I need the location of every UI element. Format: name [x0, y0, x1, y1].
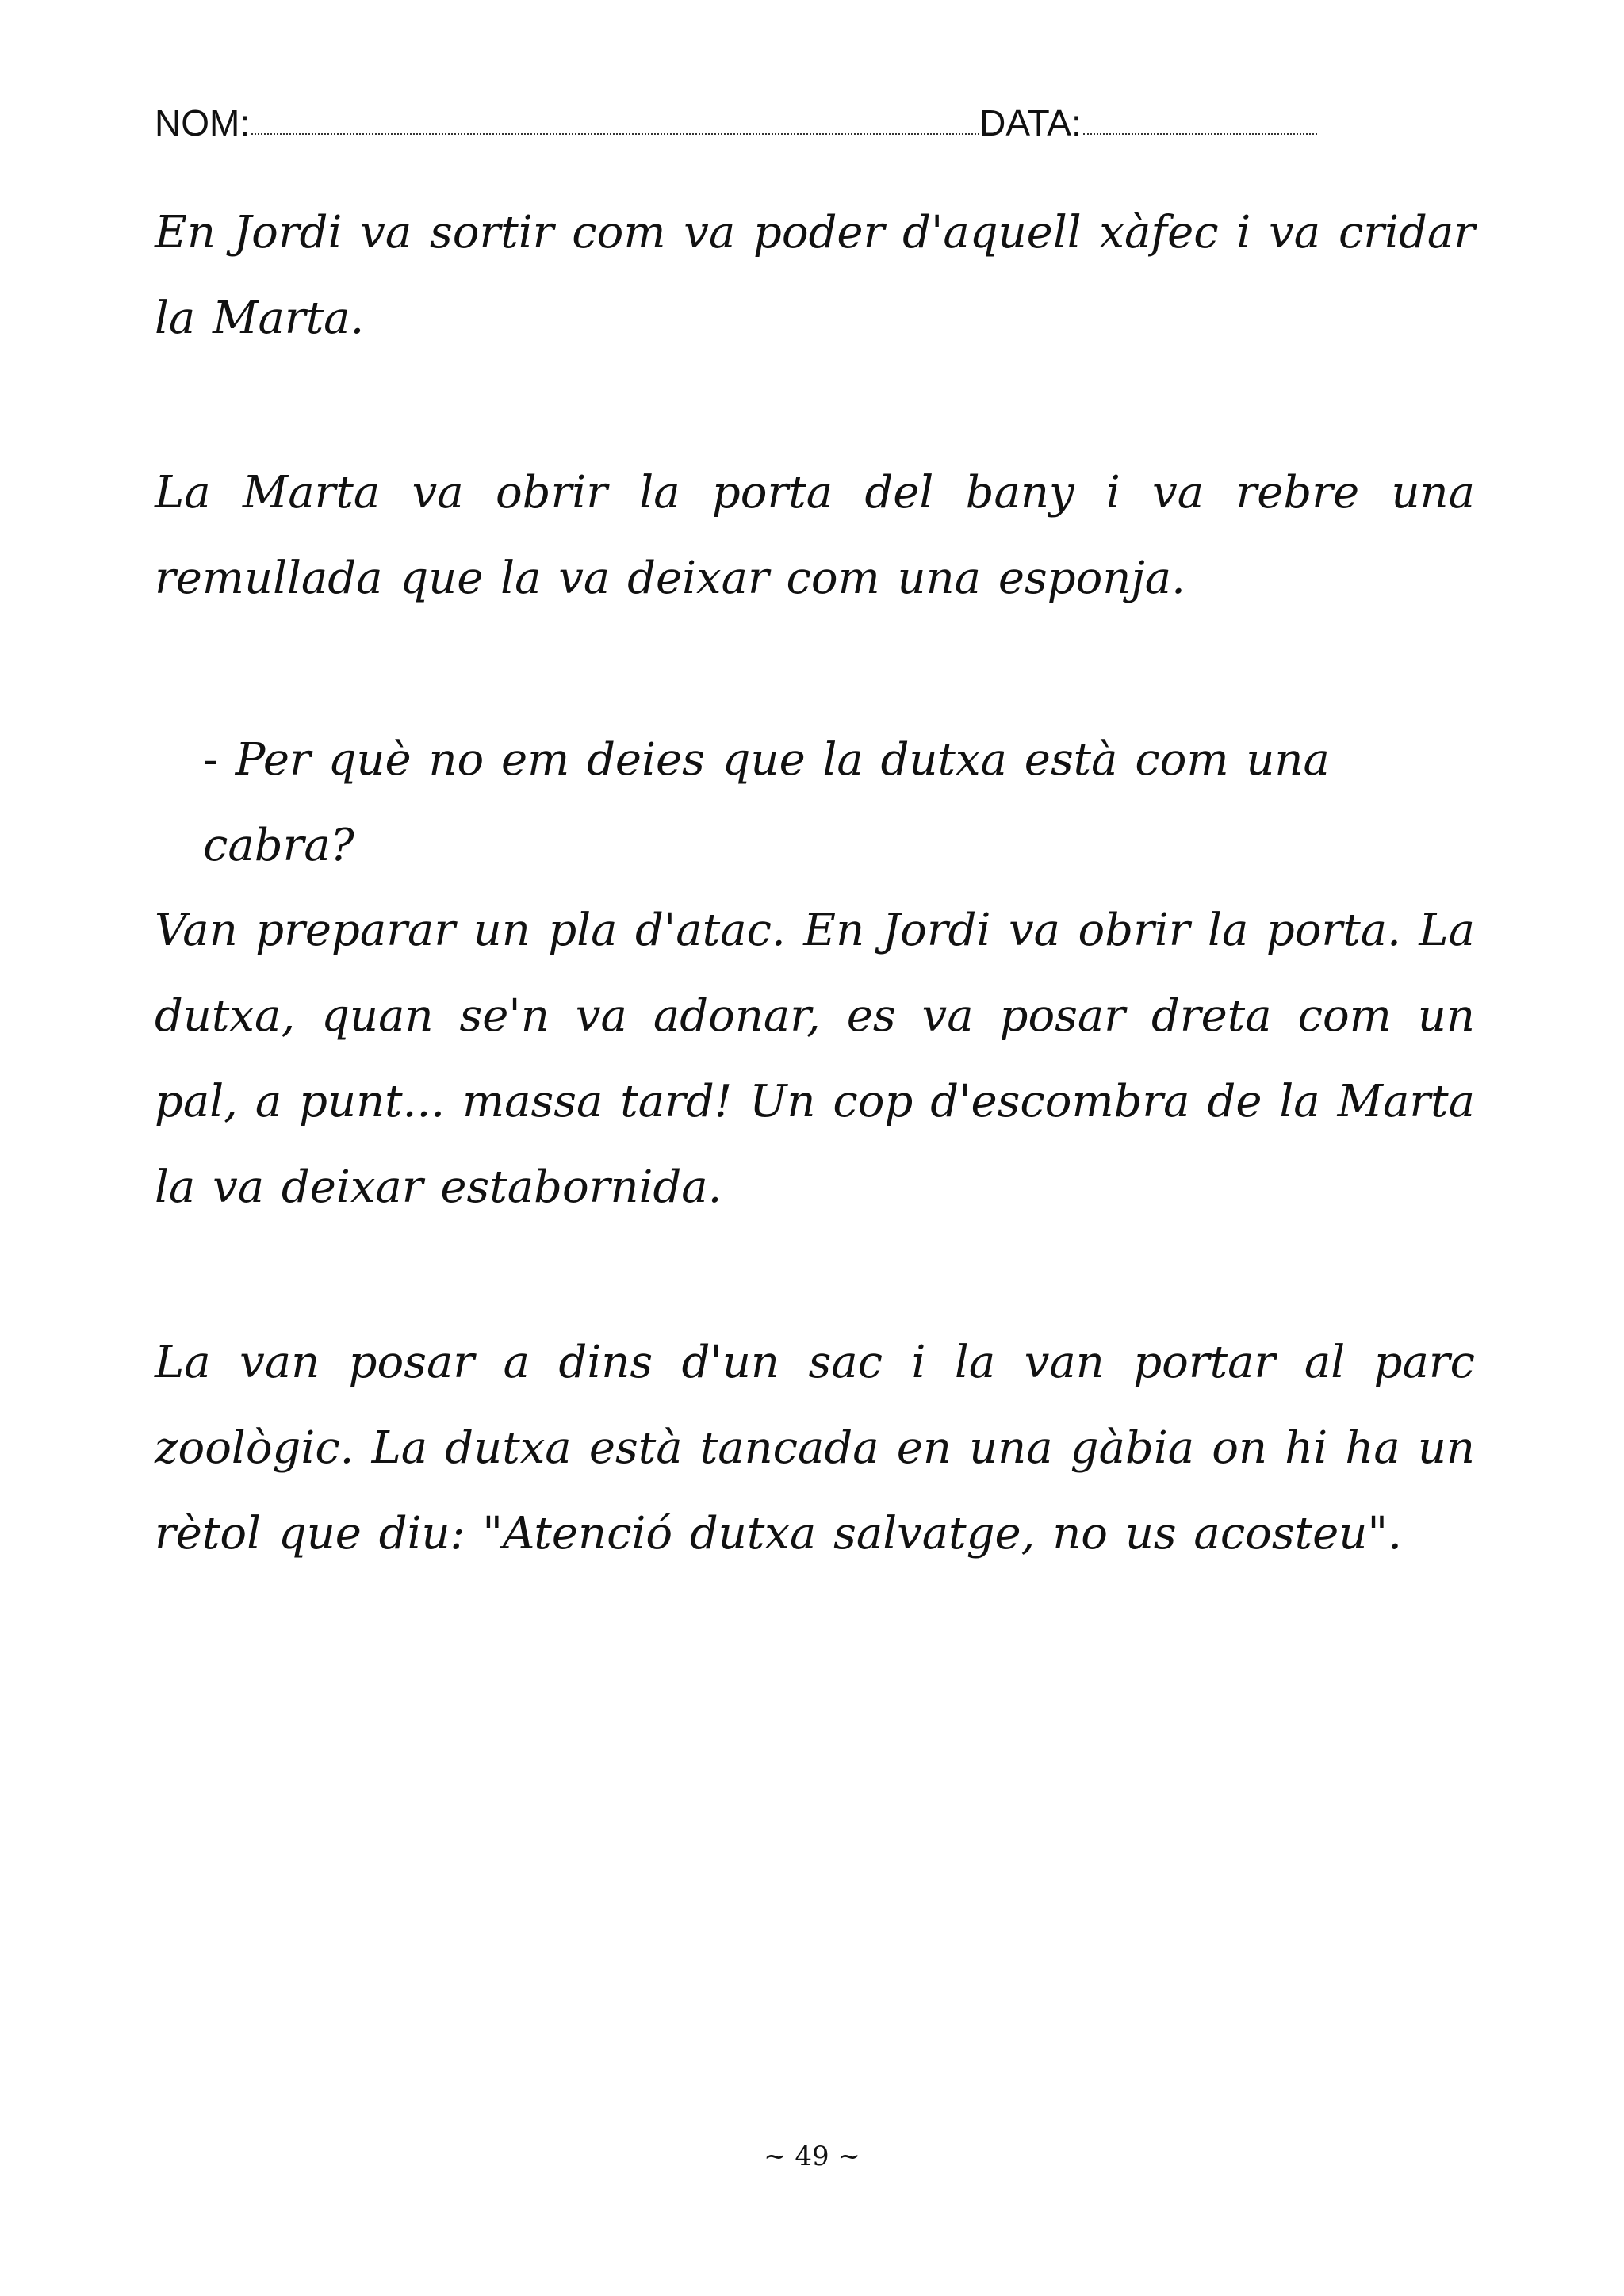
date-write-line [1083, 133, 1317, 135]
name-date-header [155, 94, 1328, 144]
paragraph-1: En Jordi va sortir com va poder d'aquell xàfec i va cridar la Marta. [155, 207, 1475, 344]
paragraph-4: La van posar a dins d'un sac i la van portar al parc zoològic. La dutxa està tancada en una gàbia on hi ha un rètol que diu: "Atenció dutxa salvatge, no us acosteu". [155, 1337, 1475, 1559]
paragraph-3: Van preparar un pla d'atac. En Jordi va obrir la porta. La dutxa, quan se'n va adonar, es va posar dreta com un pal, a punt... massa tard! Un cop d'escombra de la Marta la va deixar estabornida. [155, 905, 1475, 1213]
name-colon: : [239, 102, 251, 144]
dialogue-line: - Per què no em deies que la dutxa està com una cabra? [203, 734, 1330, 871]
name-write-line [251, 133, 979, 135]
date-colon: : [1071, 102, 1082, 144]
paragraph-2: La Marta va obrir la porta del bany i va rebre una remullada que la va deixar com una esponja. [155, 467, 1475, 604]
date-label: DATA [979, 102, 1071, 144]
name-label: NOM [155, 102, 240, 144]
page-number: ~ 49 ~ [764, 2141, 860, 2172]
